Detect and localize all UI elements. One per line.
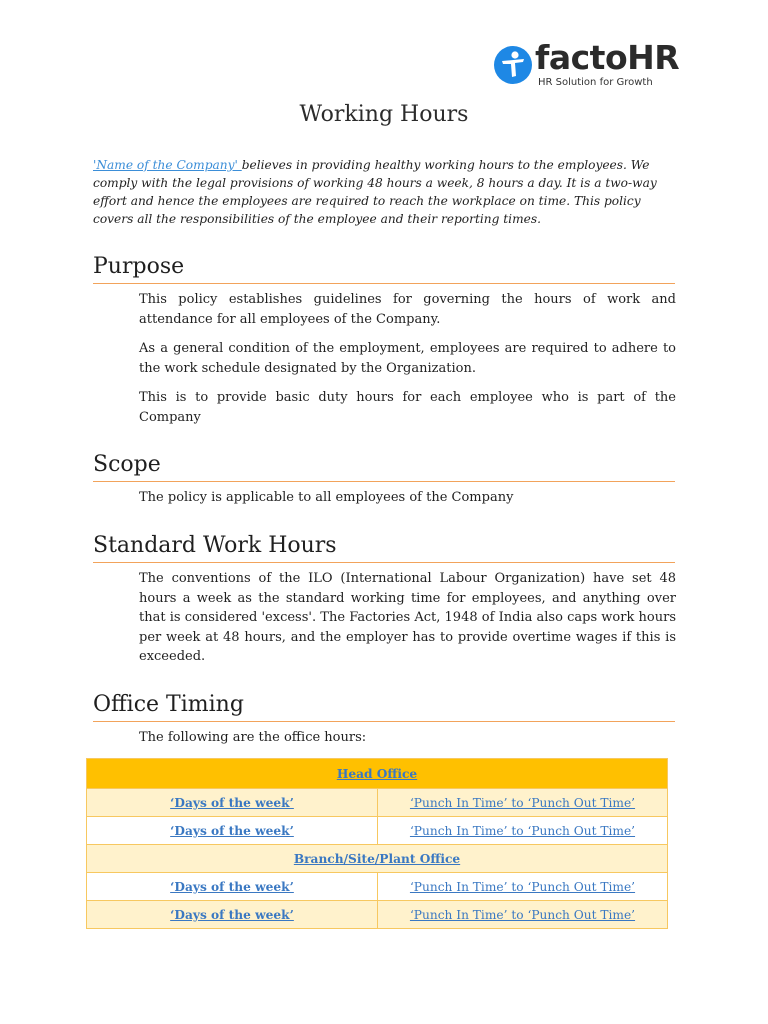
- intro-paragraph: [93, 156, 673, 228]
- scope-heading: Scope: [93, 452, 675, 482]
- days-of-week-link[interactable]: ‘Days of the week’: [170, 823, 294, 838]
- logo-brand: factoHR: [535, 38, 680, 77]
- factohr-logo: [494, 38, 680, 92]
- day-cell: [87, 789, 378, 817]
- days-of-week-link[interactable]: ‘Days of the week’: [170, 879, 294, 894]
- office-timing-intro: The following are the office hours:: [139, 730, 367, 745]
- time-cell: [378, 817, 668, 845]
- punch-time-link[interactable]: ‘Punch In Time’ to ‘Punch Out Time’: [409, 795, 636, 810]
- scope-paragraph: The policy is applicable to all employees of the Company: [139, 490, 514, 505]
- table-row: [87, 873, 668, 901]
- table-row-branch-office: [87, 845, 668, 873]
- table-row: [87, 901, 668, 929]
- table-row-head-office: [87, 759, 668, 789]
- time-cell: [378, 789, 668, 817]
- office-hours-table: [86, 758, 668, 929]
- company-name-link[interactable]: 'Name of the Company': [93, 158, 242, 172]
- head-office-cell: [87, 759, 668, 789]
- document-title: Working Hours: [299, 102, 469, 127]
- purpose-paragraph-1: This policy establishes guidelines for governing the hours of work and attendance for all employees of the Company.: [139, 292, 676, 327]
- purpose-paragraph-2: As a general condition of the employment, employees are required to adhere to the work schedule designated by the Organization.: [139, 341, 676, 376]
- day-cell: [87, 901, 378, 929]
- head-office-link[interactable]: Head Office: [336, 766, 418, 781]
- days-of-week-link[interactable]: ‘Days of the week’: [170, 907, 294, 922]
- standard-work-hours-paragraph: The conventions of the ILO (International Labour Organization) have set 48 hours a week as the standard working time for employees, and anything over that is considered 'excess'. The Factories Act, 1948 of India also caps work hours per week at 48 hours, and the employer has to provide overtime wages if this is exceeded.: [139, 571, 676, 664]
- purpose-paragraph-3: This is to provide basic duty hours for each employee who is part of the Company: [139, 390, 676, 425]
- punch-time-link[interactable]: ‘Punch In Time’ to ‘Punch Out Time’: [409, 907, 636, 922]
- day-cell: [87, 817, 378, 845]
- factohr-figure-icon: [494, 46, 532, 84]
- branch-office-cell: [87, 845, 668, 873]
- logo-tagline: HR Solution for Growth: [538, 77, 653, 88]
- punch-time-link[interactable]: ‘Punch In Time’ to ‘Punch Out Time’: [409, 879, 636, 894]
- office-timing-heading: Office Timing: [93, 692, 675, 722]
- table-row: [87, 817, 668, 845]
- standard-work-hours-heading: Standard Work Hours: [93, 533, 675, 563]
- table-row: [87, 789, 668, 817]
- day-cell: [87, 873, 378, 901]
- branch-office-link[interactable]: Branch/Site/Plant Office: [293, 851, 461, 866]
- purpose-heading: Purpose: [93, 254, 675, 284]
- time-cell: [378, 901, 668, 929]
- intro-text: believes in providing healthy working hours to the employees. We comply with the legal provisions of working 48 hours a week, 8 hours a day. It is a two-way effort and hence the employees are required to reach the workplace on time. This policy covers all the responsibilities of the employee and their reporting times.: [93, 158, 657, 226]
- time-cell: [378, 873, 668, 901]
- punch-time-link[interactable]: ‘Punch In Time’ to ‘Punch Out Time’: [409, 823, 636, 838]
- days-of-week-link[interactable]: ‘Days of the week’: [170, 795, 294, 810]
